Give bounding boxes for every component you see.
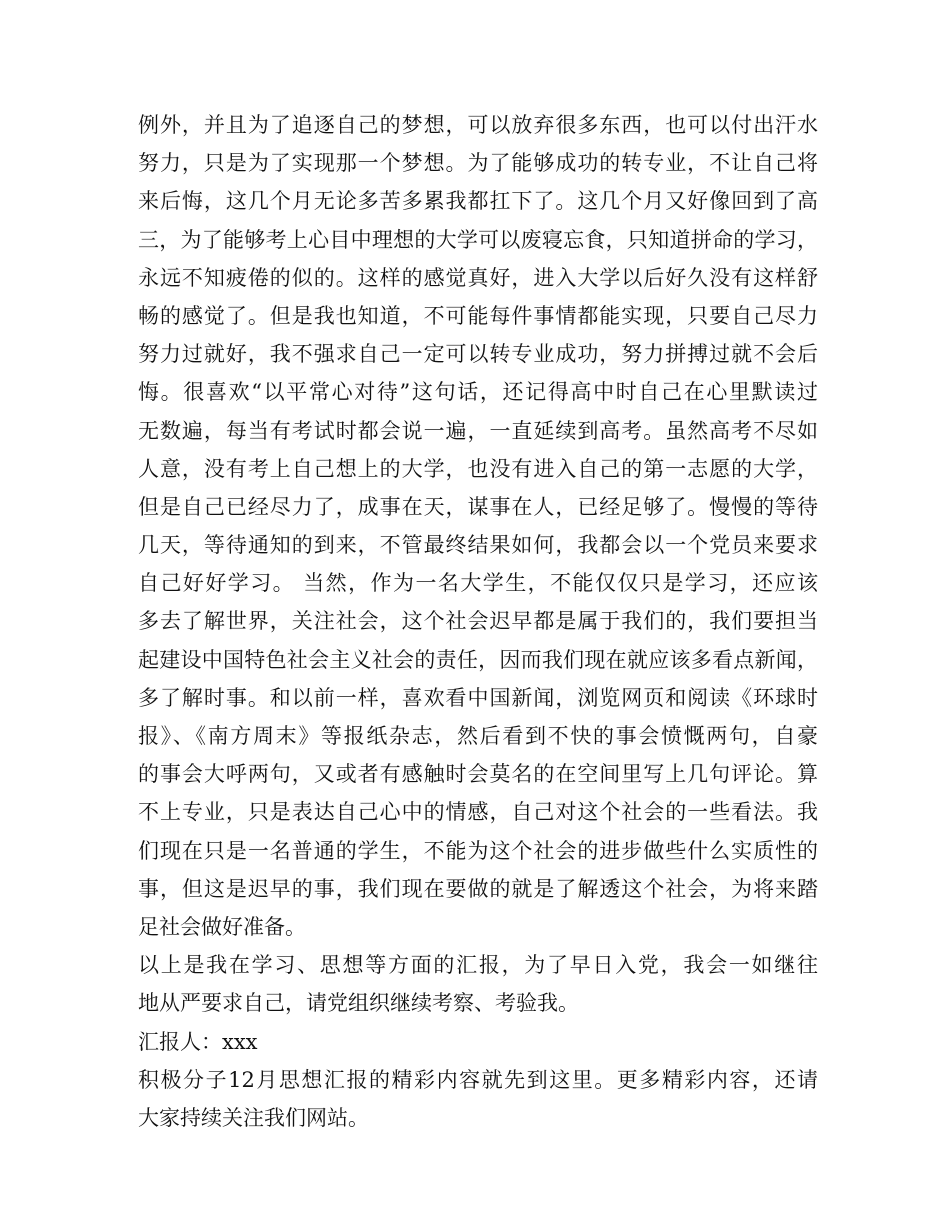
paragraph [138, 1061, 818, 1137]
text-line: 们现在只是一名普通的学生，不能为这个社会的进步做些什么实质性的 [138, 838, 818, 863]
text-line: 不上专业，只是表达自己心中的情感，自己对这个社会的一些看法。我 [138, 800, 818, 825]
text-line: 几天，等待通知的到来，不管最终结果如何，我都会以一个党员来要求 [138, 533, 818, 558]
text-line: 大家持续关注我们网站。 [138, 1105, 369, 1130]
text-line: 多去了解世界，关注社会，这个社会迟早都是属于我们的，我们要担当 [138, 609, 818, 634]
text-line: 努力，只是为了实现那一个梦想。为了能够成功的转专业，不让自己将 [138, 151, 818, 176]
text-line: 足社会做好准备。 [138, 914, 306, 939]
text-line: 报》、《南方周末》等报纸杂志，然后看到不快的事会愤慨两句，自豪 [138, 724, 818, 748]
text-line: 多了解时事。和以前一样，喜欢看中国新闻，浏览网页和阅读《环球时 [138, 685, 818, 710]
text-line: 的事会大呼两句，又或者有感触时会莫名的在空间里写上几句评论。算 [138, 762, 818, 787]
paragraph [138, 1023, 818, 1061]
text-line: 但是自己已经尽力了，成事在天，谋事在人，已经足够了。慢慢的等待 [138, 494, 818, 519]
text-line: 三，为了能够考上心目中理想的大学可以废寝忘食，只知道拼命的学习， [138, 227, 818, 252]
text-line: 地从严要求自己，请党组织继续考察、考验我。 [138, 991, 579, 1016]
text-line: 无数遍，每当有考试时都会说一遍，一直延续到高考。虽然高考不尽如 [138, 418, 818, 443]
text-line: 来后悔，这几个月无论多苦多累我都扛下了。这几个月又好像回到了高 [138, 189, 818, 214]
text-line: 畅的感觉了。但是我也知道，不可能每件事情都能实现，只要自己尽力 [138, 303, 818, 328]
text-line: 起建设中国特色社会主义社会的责任，因而我们现在就应该多看点新闻， [138, 647, 818, 672]
text-line: 积极分子12月思想汇报的精彩内容就先到这里。更多精彩内容，还请 [138, 1067, 818, 1092]
text-line: 以上是我在学习、思想等方面的汇报，为了早日入党，我会一如继往 [138, 953, 818, 978]
text-line: 自己好好学习。 当然，作为一名大学生，不能仅仅只是学习，还应该 [138, 571, 818, 596]
text-line: 努力过就好，我不强求自己一定可以转专业成功，努力拼搏过就不会后 [138, 342, 818, 367]
text-line: 事，但这是迟早的事，我们现在要做的就是了解透这个社会，为将来踏 [138, 876, 818, 901]
text-line: 汇报人：xxx [138, 1029, 258, 1054]
document-body [138, 106, 818, 1137]
paragraph [138, 106, 818, 946]
text-line: 永远不知疲倦的似的。这样的感觉真好，进入大学以后好久没有这样舒 [138, 265, 818, 290]
text-line: 例外，并且为了追逐自己的梦想，可以放弃很多东西，也可以付出汗水 [138, 113, 818, 137]
text-line: 人意，没有考上自己想上的大学，也没有进入自己的第一志愿的大学， [138, 456, 818, 481]
paragraph [138, 946, 818, 1022]
text-line: 悔。很喜欢“以平常心对待”这句话，还记得高中时自己在心里默读过 [138, 380, 818, 405]
